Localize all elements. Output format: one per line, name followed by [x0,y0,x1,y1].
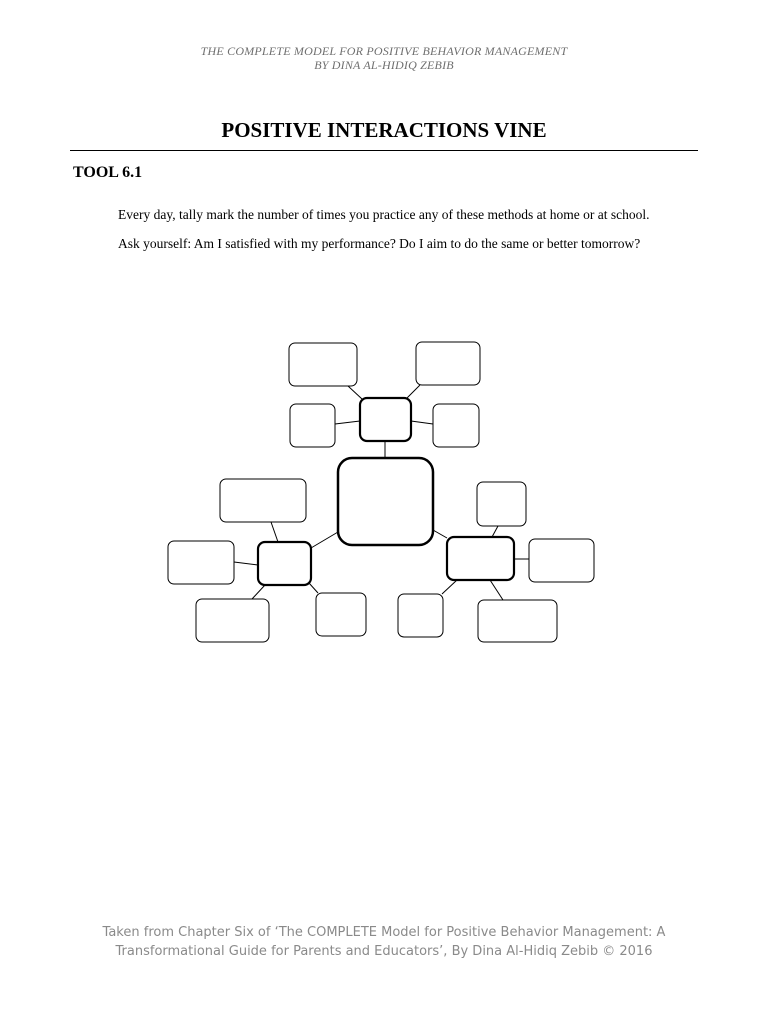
connector [271,522,278,542]
connector [406,385,420,399]
instruction-line-2: Ask yourself: Am I satisfied with my performance? Do I aim to do the same or better tomorrow? [118,236,641,251]
connector [433,530,447,538]
connector [348,386,362,399]
header-line-2: BY DINA AL-HIDIQ ZEBIB [314,58,454,72]
connector [442,580,457,594]
leaf-box [478,600,557,642]
page-title: POSITIVE INTERACTIONS VINE [221,118,547,142]
left-hub-box [258,542,311,585]
connector [411,421,433,424]
footer-line-2: Transformational Guide for Parents and Educators’, By Dina Al-Hidiq Zebib © 2016 [115,944,653,959]
leaf-box [168,541,234,584]
connector [311,532,338,548]
connector [335,421,360,424]
leaf-box [433,404,479,447]
leaf-box [220,479,306,522]
leaf-box [398,594,443,637]
leaf-box [196,599,269,642]
source-footer [0,923,768,961]
connector [490,580,503,600]
leaf-box [529,539,594,582]
leaf-box [416,342,480,385]
leaf-box [290,404,335,447]
header-line-1: THE COMPLETE MODEL FOR POSITIVE BEHAVIOR MANAGEMENT [200,44,568,58]
instruction-line-1: Every day, tally mark the number of times you practice any of these methods at home or at school. [118,207,650,222]
tool-label: TOOL 6.1 [73,164,143,181]
connector [234,562,258,565]
top-hub-box [360,398,411,441]
leaf-box [316,593,366,636]
leaf-box [289,343,357,386]
connector [252,585,265,599]
connector [492,526,498,537]
connector [309,583,318,593]
right-hub-box [447,537,514,580]
leaf-box [477,482,526,526]
central-node-box [338,458,433,545]
footer-line-1: Taken from Chapter Six of ‘The COMPLETE Model for Positive Behavior Management: A [102,925,666,940]
